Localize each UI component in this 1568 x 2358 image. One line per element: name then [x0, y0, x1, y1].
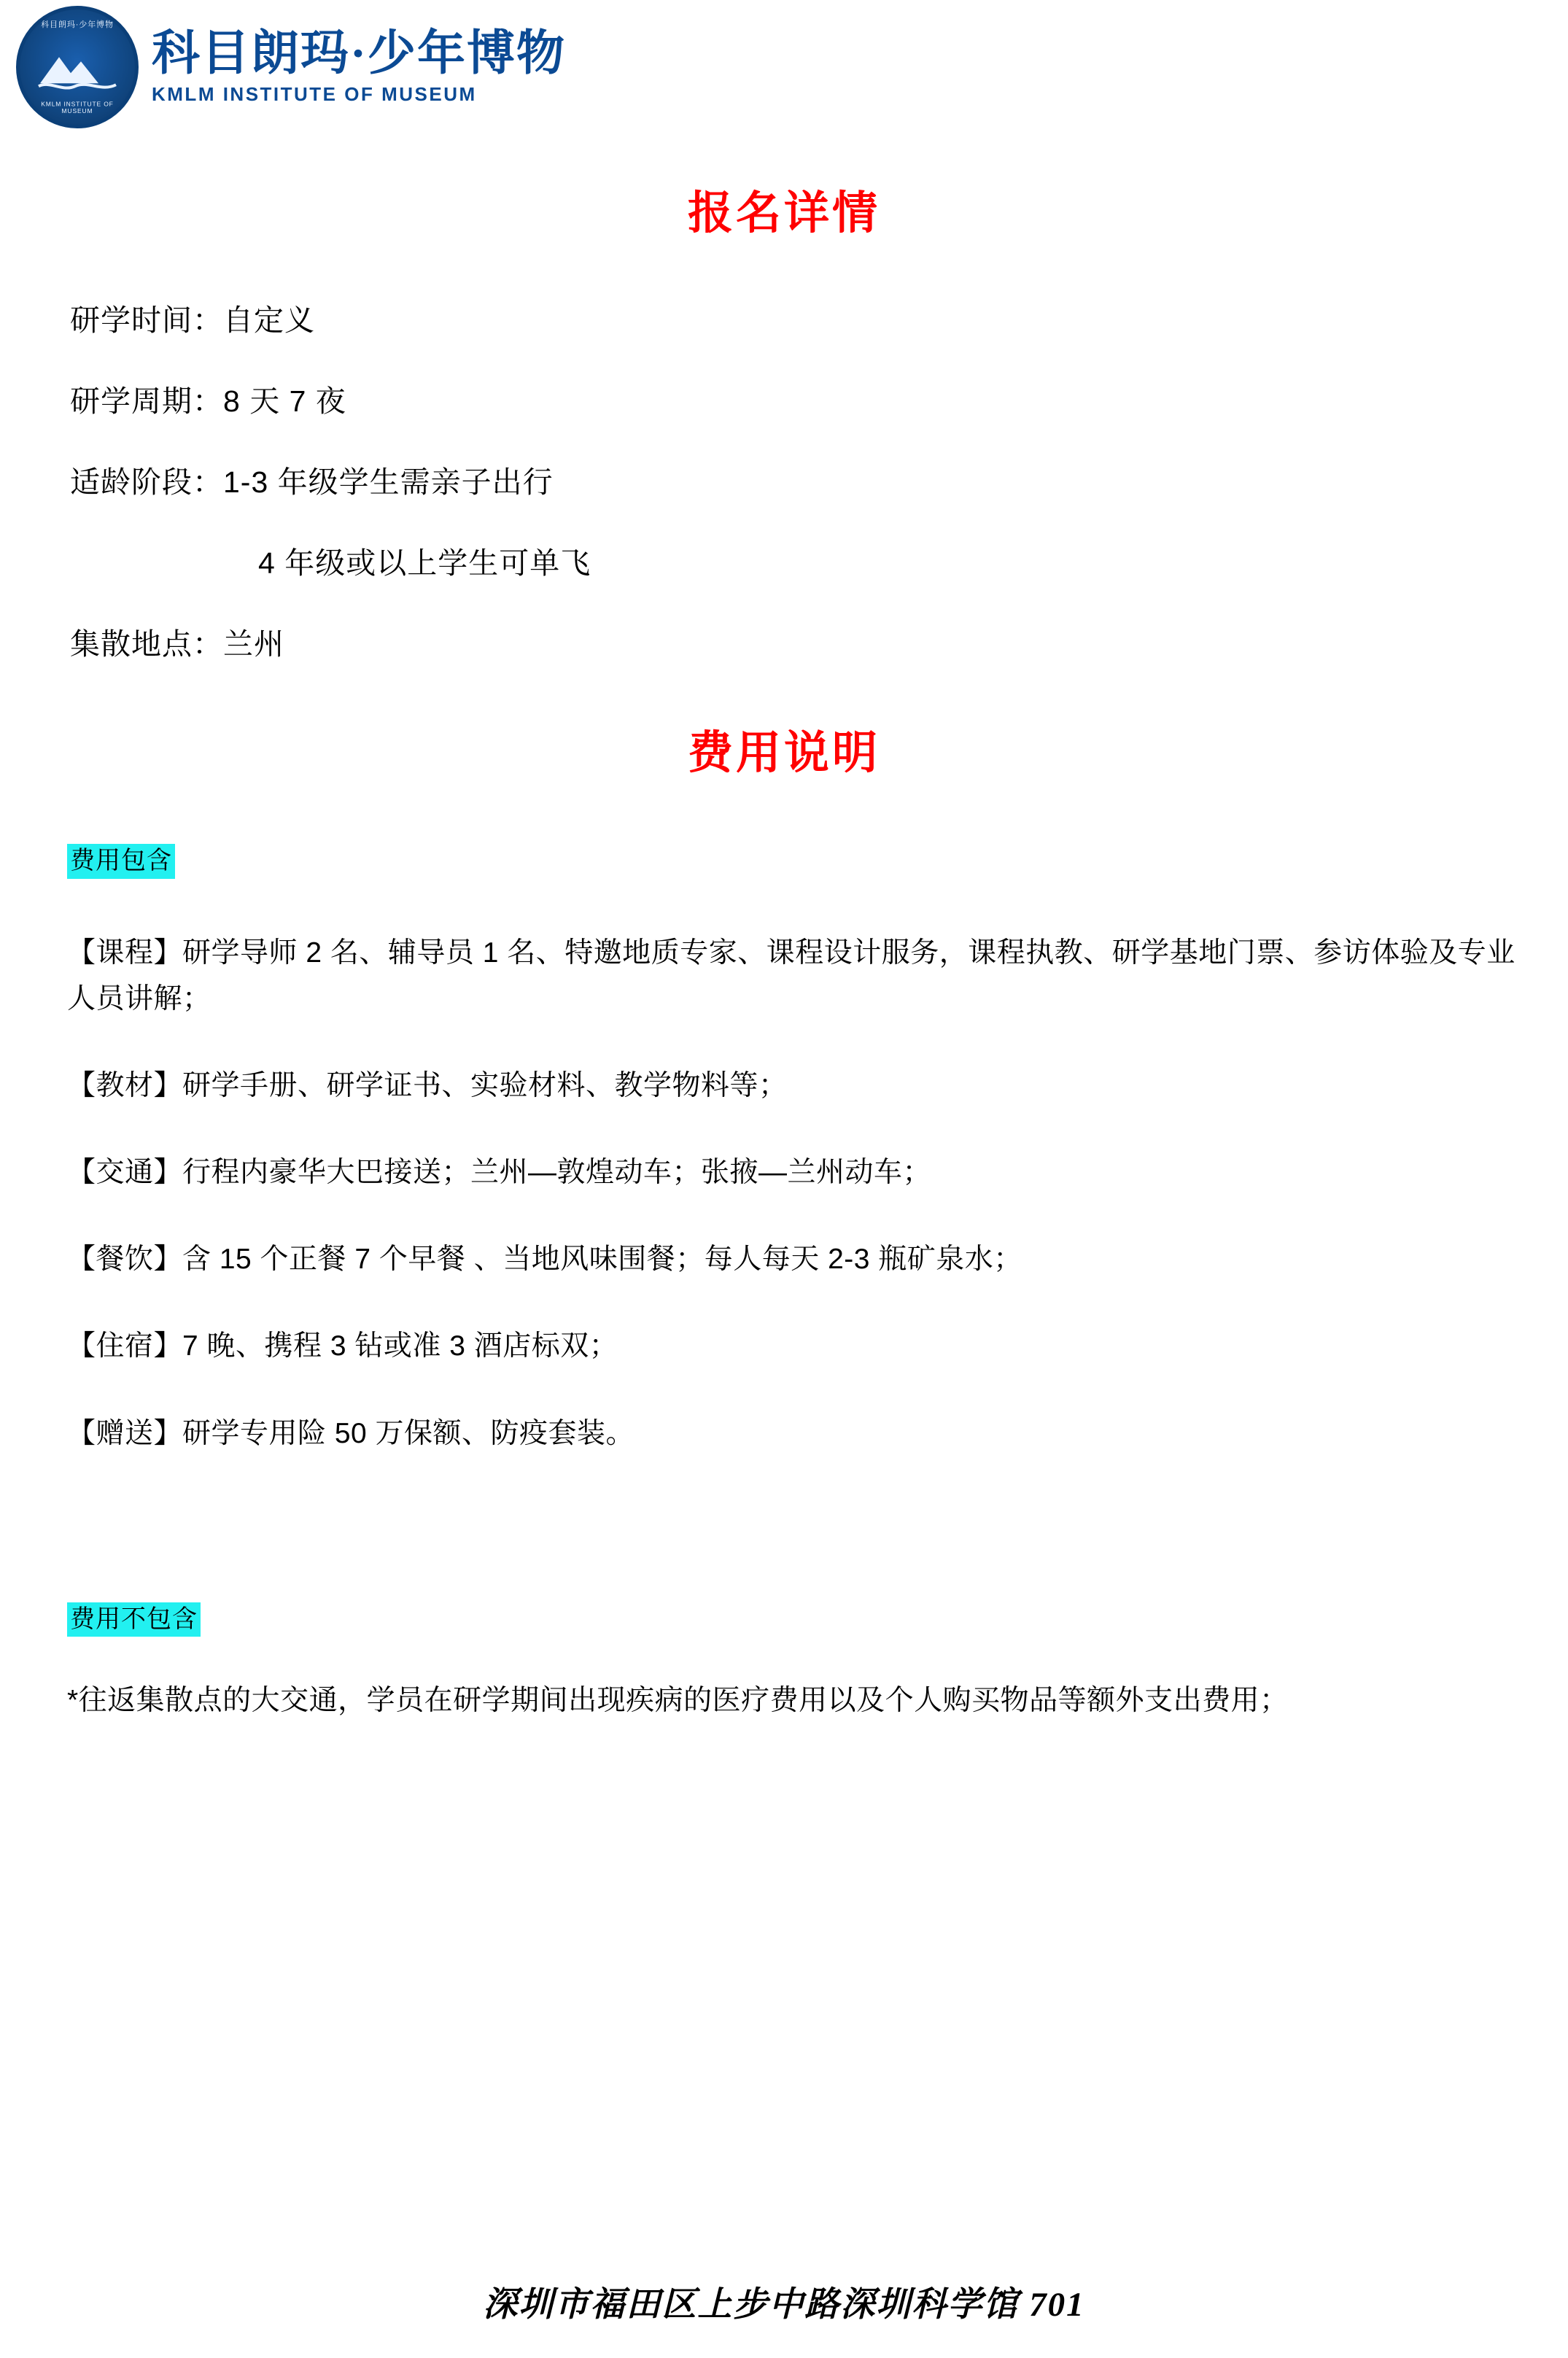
- fee-included-label: 费用包含: [67, 844, 175, 879]
- logo-seal-icon: [16, 6, 139, 128]
- fee-excluded-label: 费用不包含: [67, 1602, 201, 1637]
- document-body: [0, 153, 1568, 1752]
- brand-name-cn: 科目朗玛·少年博物: [152, 26, 567, 80]
- fee-included-item: 【课程】研学导师 2 名、辅导员 1 名、特邀地质专家、课程设计服务，课程执教、研学基地门票、参访体验及专业人员讲解；: [67, 936, 1515, 1015]
- fee-included-item: 【教材】研学手册、研学证书、实验材料、教学物料等；: [67, 1069, 788, 1101]
- fee-included-item: 【赠送】研学专用险 50 万保额、防疫套装。: [67, 1417, 635, 1449]
- signup-info-list: [0, 303, 1568, 661]
- signup-info-item: 集散地点：兰州: [70, 627, 284, 661]
- fee-included-item: 【住宿】7 晚、携程 3 钻或准 3 酒店标双；: [67, 1330, 618, 1362]
- logo-seal-top-text: 科目朗玛·少年博物: [41, 19, 114, 29]
- signup-info-item: 适龄阶段：1-3 年级学生需亲子出行: [70, 465, 554, 499]
- brand-name-en: KMLM INSTITUTE OF MUSEUM: [152, 83, 477, 106]
- signup-info-item: 4 年级或以上学生可单飞: [258, 546, 591, 580]
- fee-excluded-item: *往返集散点的大交通，学员在研学期间出现疾病的医疗费用以及个人购买物品等额外支出费用；: [67, 1685, 1289, 1717]
- section-title-fee: 费用说明: [687, 728, 880, 778]
- fee-included-label-row: [0, 844, 1568, 879]
- fee-included-item: 【交通】行程内豪华大巴接送；兰州—敦煌动车；张掖—兰州动车；: [67, 1157, 932, 1189]
- document-header: [0, 0, 1568, 153]
- footer-address: 深圳市福田区上步中路深圳科学馆 701: [483, 2286, 1085, 2324]
- logo-seal-bottom-text: KMLM INSTITUTE OF MUSEUM: [41, 101, 114, 115]
- document-footer: [0, 2277, 1568, 2326]
- signup-info-item: 研学时间：自定义: [70, 303, 315, 337]
- mountain-wave-icon: [37, 45, 117, 90]
- section-title-signup: 报名详情: [687, 188, 880, 238]
- fee-included-item: 【餐饮】含 15 个正餐 7 个早餐 、当地风味围餐；每人每天 2-3 瓶矿泉水；: [67, 1244, 1022, 1276]
- brand-logo: [16, 6, 566, 128]
- fee-excluded-label-row: [0, 1602, 1568, 1637]
- signup-info-item: 研学周期：8 天 7 夜: [70, 384, 346, 418]
- brand-wordmark: [152, 28, 566, 106]
